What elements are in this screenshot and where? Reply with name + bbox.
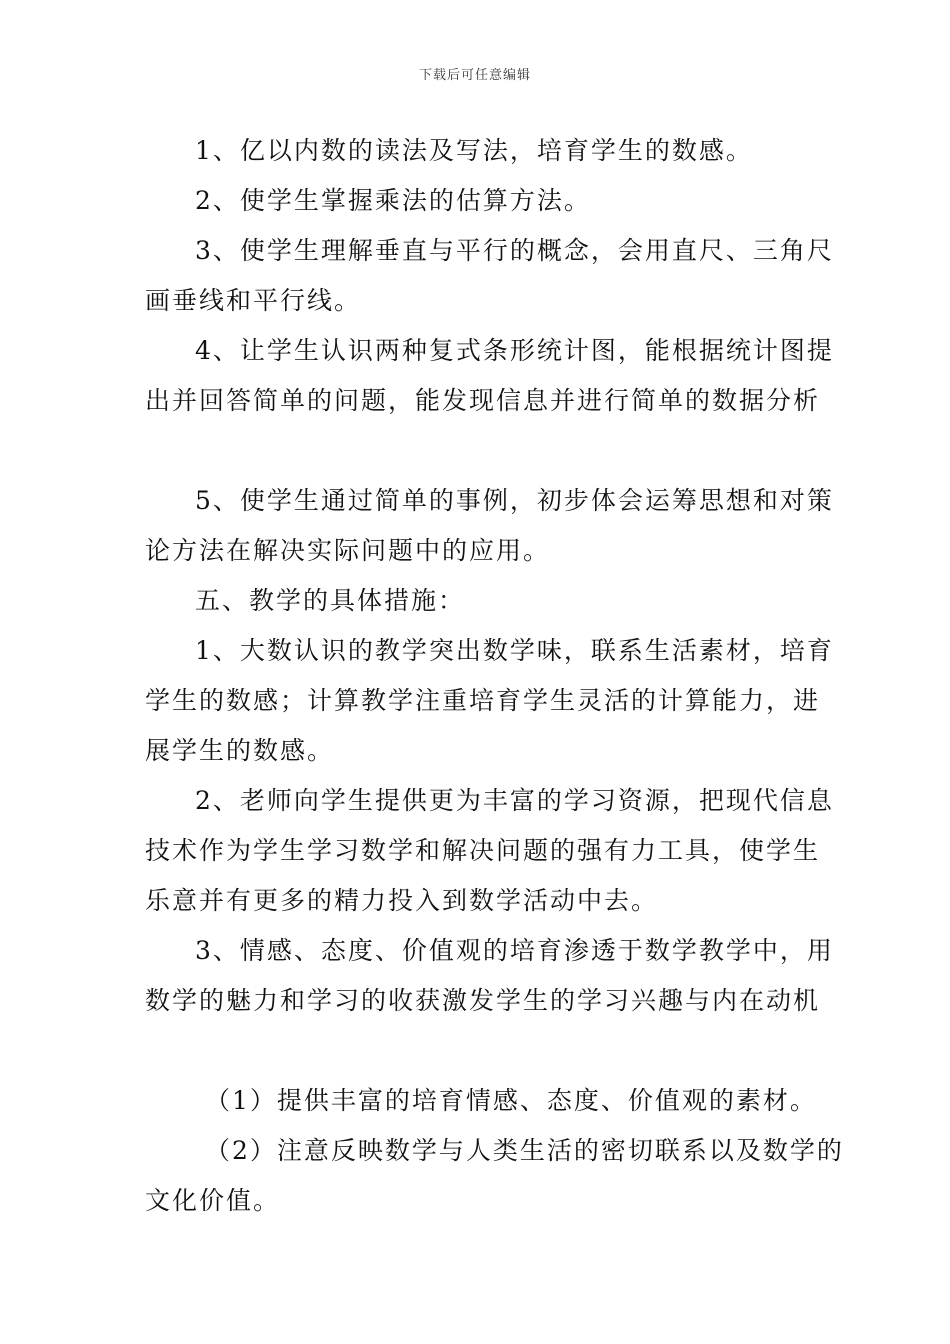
text-line-10: 1、大数认识的教学突出数学味，联系生活素材，培育	[195, 636, 834, 665]
text-line-3: 3、使学生理解垂直与平行的概念，会用直尺、三角尺	[195, 236, 834, 265]
section-heading: 五、教学的具体措施：	[195, 586, 466, 615]
text-line-11: 学生的数感；计算教学注重培育学生灵活的计算能力，进	[145, 686, 821, 715]
text-line-13: 2、老师向学生提供更为丰富的学习资源，把现代信息	[195, 786, 834, 815]
text-line-1: 1、亿以内数的读法及写法，培育学生的数感。	[195, 136, 753, 165]
text-line-16: 3、情感、态度、价值观的培育渗透于数学教学中，用	[195, 936, 834, 965]
text-line-5: 4、让学生认识两种复式条形统计图，能根据统计图提	[195, 336, 834, 365]
text-line-15: 乐意并有更多的精力投入到数学活动中去。	[145, 886, 659, 915]
text-line-18: （1）提供丰富的培育情感、态度、价值观的素材。	[205, 1086, 817, 1115]
text-line-4: 画垂线和平行线。	[145, 286, 362, 315]
text-line-14: 技术作为学生学习数学和解决问题的强有力工具，使学生	[145, 836, 821, 865]
text-line-2: 2、使学生掌握乘法的估算方法。	[195, 186, 591, 215]
text-line-17: 数学的魅力和学习的收获激发学生的学习兴趣与内在动机	[145, 986, 821, 1015]
text-line-20: 文化价值。	[145, 1186, 281, 1215]
text-line-12: 展学生的数感。	[145, 736, 335, 765]
text-line-6: 出并回答简单的问题，能发现信息并进行简单的数据分析	[145, 386, 821, 415]
page-header: 下载后可任意编辑	[418, 68, 531, 83]
text-line-8: 论方法在解决实际问题中的应用。	[145, 536, 551, 565]
text-line-19: （2）注意反映数学与人类生活的密切联系以及数学的	[205, 1136, 844, 1165]
text-line-7: 5、使学生通过简单的事例，初步体会运筹思想和对策	[195, 486, 834, 515]
